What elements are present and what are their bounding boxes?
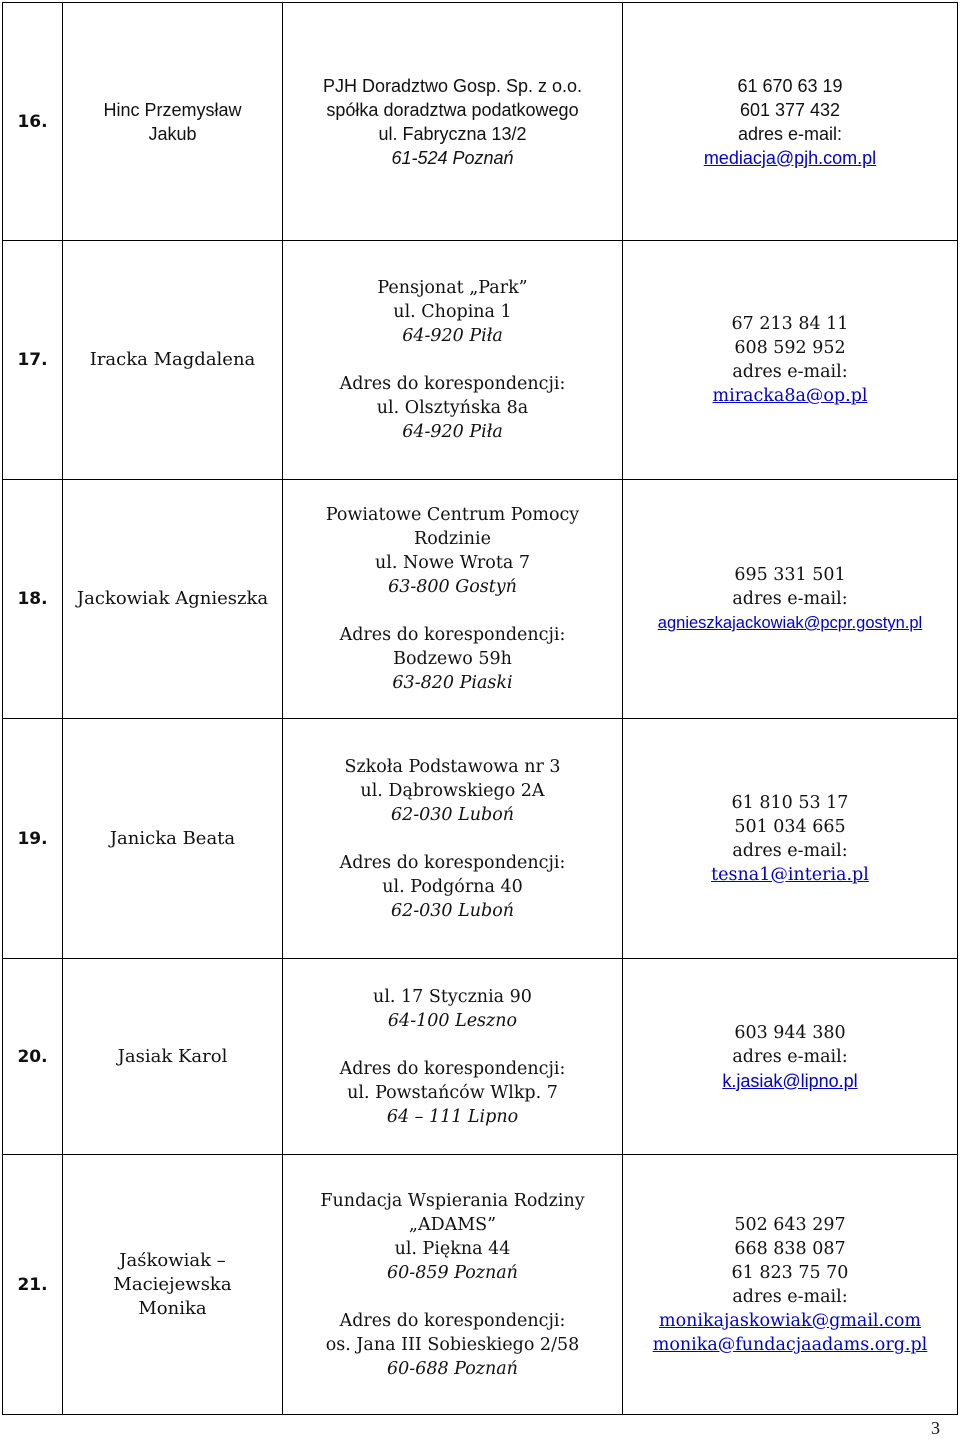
street: ul. 17 Stycznia 90 [373, 986, 532, 1007]
person-name-line: Monika [138, 1297, 207, 1319]
email-link[interactable]: tesna1@interia.pl [711, 864, 869, 885]
email-link[interactable]: k.jasiak@lipno.pl [722, 1070, 858, 1091]
organization-name: „ADAMS” [408, 1214, 497, 1235]
organization-name: spółka doradztwa podatkowego [326, 99, 579, 120]
entry-number: 21. [3, 1155, 63, 1415]
entry-number: 16. [3, 3, 63, 241]
correspondence-street: os. Jana III Sobieskiego 2/58 [325, 1334, 580, 1355]
organization-name: Fundacja Wspierania Rodziny [320, 1190, 585, 1211]
person-name-line: Maciejewska [113, 1273, 232, 1295]
correspondence-street: ul. Olsztyńska 8a [376, 398, 529, 418]
correspondence-city: 63-820 Piaski [392, 673, 513, 693]
contact-cell [623, 719, 958, 959]
contacts-table [2, 2, 958, 1415]
correspondence-label: Adres do korespondencji: [339, 374, 566, 394]
spacer [283, 348, 622, 372]
phone: 67 213 84 11 [731, 314, 849, 334]
email-label: adres e-mail: [732, 1046, 848, 1067]
phone: 61 823 75 70 [731, 1262, 849, 1283]
organization-name: Powiatowe Centrum Pomocy [325, 505, 580, 525]
organization-name: Szkoła Podstawowa nr 3 [344, 756, 561, 777]
person-name-line: Iracka Magdalena [89, 349, 256, 370]
person-name-line: Hinc Przemysław [103, 99, 242, 120]
person-name [63, 480, 283, 719]
address-cell [283, 959, 623, 1155]
table-row [3, 1155, 958, 1415]
correspondence-city: 64-920 Piła [402, 422, 503, 442]
phone: 608 592 952 [734, 338, 846, 358]
city: 63-800 Gostyń [388, 577, 517, 597]
email-label: adres e-mail: [732, 1286, 848, 1307]
entry-number: 18. [3, 480, 63, 719]
entry-number: 19. [3, 719, 63, 959]
city: 61-524 Poznań [391, 147, 514, 168]
phone: 502 643 297 [734, 1214, 846, 1235]
correspondence-city: 62-030 Luboń [390, 900, 515, 921]
page-number: 3 [931, 1418, 940, 1438]
correspondence-street: ul. Podgórna 40 [382, 876, 523, 897]
email-link[interactable]: agnieszkajackowiak@pcpr.gostyn.pl [657, 614, 923, 632]
email-link[interactable]: monikajaskowiak@gmail.com [658, 1310, 922, 1331]
table-row [3, 3, 958, 241]
correspondence-label: Adres do korespondencji: [339, 625, 566, 645]
street: ul. Dąbrowskiego 2A [360, 780, 545, 801]
correspondence-street: Bodzewo 59h [393, 649, 512, 669]
person-name [63, 959, 283, 1155]
contact-cell [623, 480, 958, 719]
entry-number: 20. [3, 959, 63, 1155]
person-name-line: Jasiak Karol [117, 1045, 228, 1067]
phone: 668 838 087 [734, 1238, 846, 1259]
organization-name: Rodzinie [414, 529, 491, 549]
organization-name: PJH Doradztwo Gosp. Sp. z o.o. [322, 75, 583, 96]
person-name [63, 241, 283, 480]
contact-cell [623, 3, 958, 241]
person-name-line: Jakub [148, 123, 197, 144]
spacer [283, 599, 622, 623]
correspondence-label: Adres do korespondencji: [339, 852, 566, 873]
email-link[interactable]: miracka8a@op.pl [712, 386, 868, 406]
phone: 501 034 665 [734, 816, 846, 837]
phone: 61 670 63 19 [737, 75, 843, 96]
table-row [3, 719, 958, 959]
email-label: adres e-mail: [732, 840, 848, 861]
street: ul. Chopina 1 [393, 302, 512, 322]
email-link[interactable]: monika@fundacjaadams.org.pl [652, 1334, 928, 1355]
phone: 603 944 380 [734, 1022, 846, 1043]
city: 62-030 Luboń [390, 804, 515, 825]
city: 60-859 Poznań [387, 1262, 518, 1283]
person-name [63, 719, 283, 959]
address-cell [283, 241, 623, 480]
table-row [3, 480, 958, 719]
address-cell [283, 480, 623, 719]
correspondence-label: Adres do korespondencji: [339, 1058, 566, 1079]
street: ul. Fabryczna 13/2 [378, 123, 527, 144]
email-link[interactable]: mediacja@pjh.com.pl [703, 147, 877, 168]
table-row [3, 959, 958, 1155]
contact-cell [623, 959, 958, 1155]
address-cell [283, 719, 623, 959]
contact-cell [623, 241, 958, 480]
phone: 601 377 432 [739, 99, 841, 120]
street: ul. Piękna 44 [394, 1238, 511, 1259]
address-cell [283, 1155, 623, 1415]
entry-number: 17. [3, 241, 63, 480]
person-name-line: Jaśkowiak – [119, 1249, 226, 1271]
email-label: adres e-mail: [732, 362, 848, 382]
contact-cell [623, 1155, 958, 1415]
email-label: adres e-mail: [732, 589, 848, 609]
person-name [63, 1155, 283, 1415]
email-label: adres e-mail: [737, 123, 843, 144]
correspondence-city: 60-688 Poznań [387, 1358, 518, 1379]
street: ul. Nowe Wrota 7 [374, 553, 530, 573]
spacer [283, 1033, 622, 1057]
person-name [63, 3, 283, 241]
city: 64-920 Piła [402, 326, 503, 346]
table-row [3, 241, 958, 480]
city: 64-100 Leszno [387, 1010, 518, 1031]
correspondence-label: Adres do korespondencji: [339, 1310, 566, 1331]
phone: 695 331 501 [734, 565, 846, 585]
person-name-line: Janicka Beata [109, 827, 236, 849]
spacer [283, 827, 622, 851]
person-name-line: Jackowiak Agnieszka [76, 588, 269, 609]
organization-name: Pensjonat „Park” [377, 278, 528, 298]
address-cell [283, 3, 623, 241]
correspondence-street: ul. Powstańców Wlkp. 7 [347, 1082, 558, 1103]
spacer [283, 1285, 622, 1309]
correspondence-city: 64 – 111 Lipno [386, 1106, 519, 1127]
phone: 61 810 53 17 [731, 792, 849, 813]
